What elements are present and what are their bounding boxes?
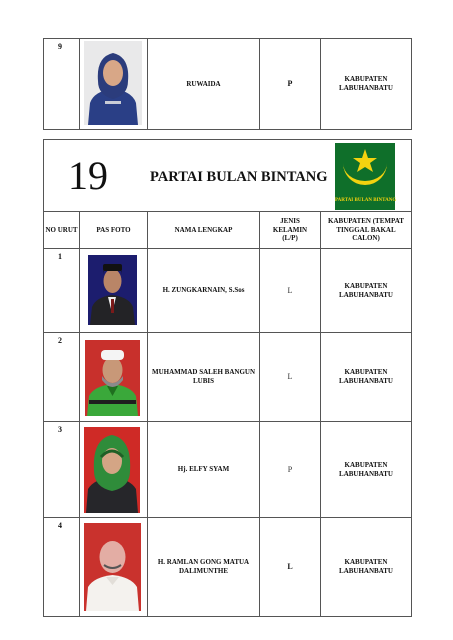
candidate-gender: L — [259, 517, 321, 617]
prev-candidate-number: 9 — [43, 38, 80, 130]
candidate-number: 4 — [43, 517, 80, 617]
header-jenis-kelamin: JENIS KELAMIN (L/P) — [259, 211, 321, 249]
candidate-name: Hj. ELFY SYAM — [147, 421, 260, 518]
header-pas-foto: PAS FOTO — [79, 211, 148, 249]
party-number: 19 — [68, 153, 108, 198]
candidate-gender: L — [259, 248, 321, 333]
candidate-region: KABUPATEN LABUHANBATU — [320, 421, 412, 518]
candidate-region: KABUPATEN LABUHANBATU — [320, 248, 412, 333]
party-logo-text: PARTAI BULAN BINTANG — [335, 198, 397, 203]
candidate-gender: L — [259, 332, 321, 422]
candidate-gender: P — [259, 421, 321, 518]
party-name: PARTAI BULAN BINTANG — [150, 169, 328, 185]
header-nama-lengkap: NAMA LENGKAP — [147, 211, 260, 249]
candidate-photo — [84, 523, 141, 611]
prev-candidate-gender: P — [259, 38, 321, 130]
candidate-name: MUHAMMAD SALEH BANGUN LUBIS — [147, 332, 260, 422]
candidate-region: KABUPATEN LABUHANBATU — [320, 332, 412, 422]
candidate-name: H. RAMLAN GONG MATUA DALIMUNTHE — [147, 517, 260, 617]
party-logo — [335, 143, 395, 210]
candidate-photo — [88, 255, 137, 325]
candidate-number: 1 — [43, 248, 80, 333]
header-kabupaten: KABUPATEN (TEMPAT TINGGAL BAKAL CALON) — [320, 211, 412, 249]
prev-candidate-name: RUWAIDA — [147, 38, 260, 130]
header-no-urut: NO URUT — [43, 211, 80, 249]
candidate-photo — [84, 427, 140, 513]
prev-candidate-region: KABUPATEN LABUHANBATU — [320, 38, 412, 130]
candidate-photo — [84, 41, 142, 125]
candidate-name: H. ZUNGKARNAIN, S.Sos — [147, 248, 260, 333]
candidate-photo — [85, 340, 140, 416]
candidate-number: 3 — [43, 421, 80, 518]
candidate-region: KABUPATEN LABUHANBATU — [320, 517, 412, 617]
candidate-number: 2 — [43, 332, 80, 422]
crescent-star-icon — [335, 143, 395, 201]
